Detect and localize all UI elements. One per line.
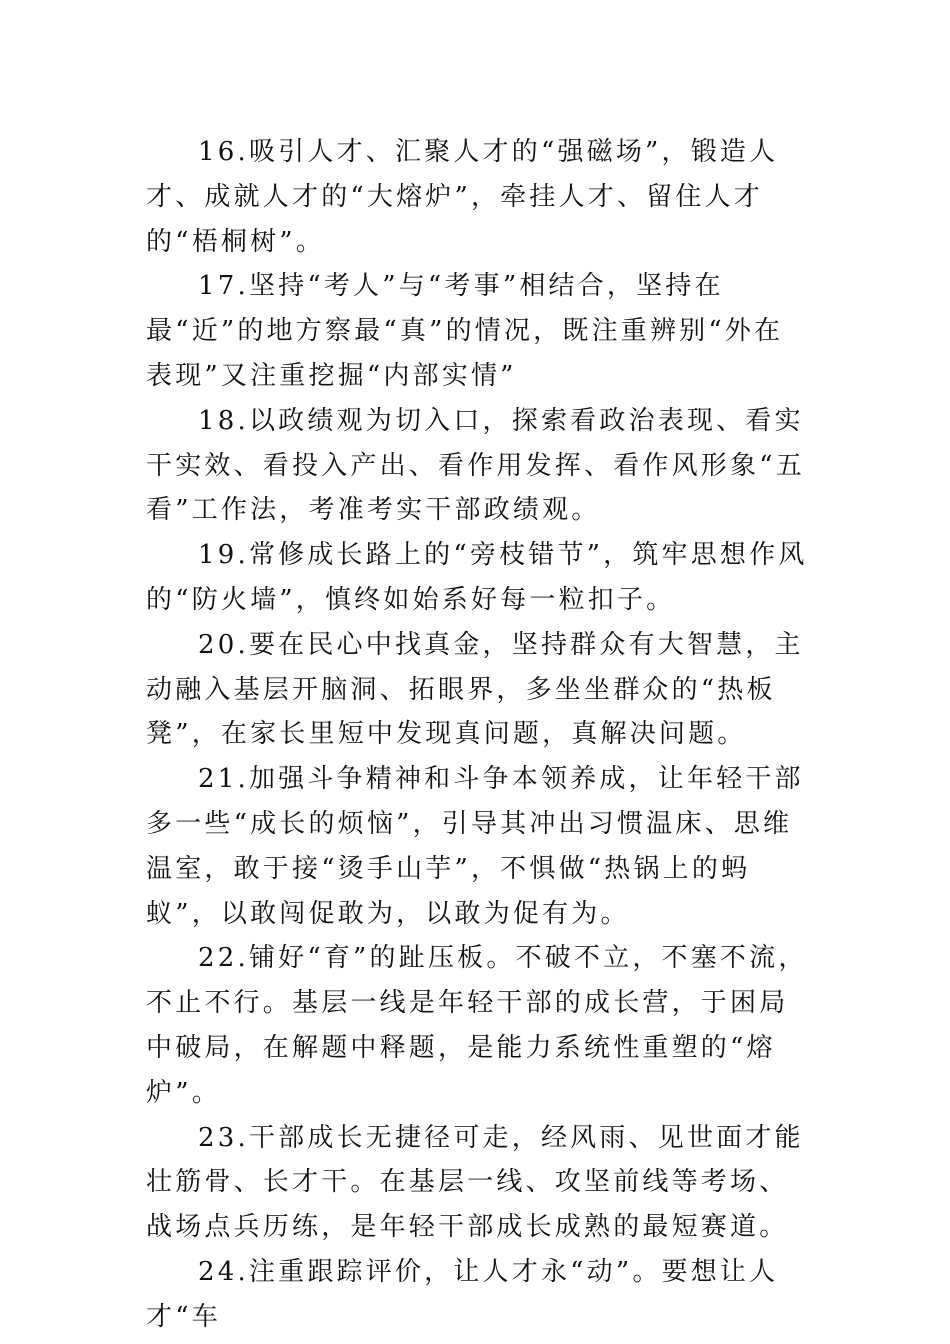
paragraph-17: 17.坚持“考人”与“考事”相结合，坚持在最“近”的地方察最“真”的情况，既注重辨别“外在表现”又注重挖掘“内部实情”: [146, 271, 784, 391]
paragraph-22: 22.铺好“育”的趾压板。不破不立，不塞不流，不止不行。基层一线是年轻干部的成长营，于困局中破局，在解题中释题，是能力系统性重塑的“熔炉”。: [146, 943, 808, 1108]
paragraph-18: 18.以政绩观为切入口，探索看政治表现、看实干实效、看投入产出、看作用发挥、看作风形象“五看”工作法，考准考实干部政绩观。: [146, 405, 805, 526]
paragraph-21: 21.加强斗争精神和斗争本领养成，让年轻干部多一些“成长的烦恼”，引导其冲出习惯温床、思维温室，敢于接“烫手山芋”，不惧做“热锅上的蚂蚁”，以敢闯促敢为，以敢为促有为。: [146, 764, 804, 929]
paragraph-23: 23.干部成长无捷径可走，经风雨、见世面才能壮筋骨、长才干。在基层一线、攻坚前线等考场、战场点兵历练，是年轻干部成长成熟的最短赛道。: [146, 1122, 804, 1243]
paragraph-19: 19.常修成长路上的“旁枝错节”，筑牢思想作风的“防火墙”，慎终如始系好每一粒扣子。: [146, 540, 808, 615]
paragraph-16: 16.吸引人才、汇聚人才的“强磁场”，锻造人才、成就人才的“大熔炉”，牵挂人才、留住人才的“梧桐树”。: [146, 137, 779, 257]
paragraph-20: 20.要在民心中找真金，坚持群众有大智慧，主动融入基层开脑洞、拓眼界，多坐坐群众的“热板凳”，在家长里短中发现真问题，真解决问题。: [146, 629, 804, 750]
paragraph-24: 24.注重跟踪评价，让人才永“动”。要想让人才“车: [146, 1256, 779, 1332]
